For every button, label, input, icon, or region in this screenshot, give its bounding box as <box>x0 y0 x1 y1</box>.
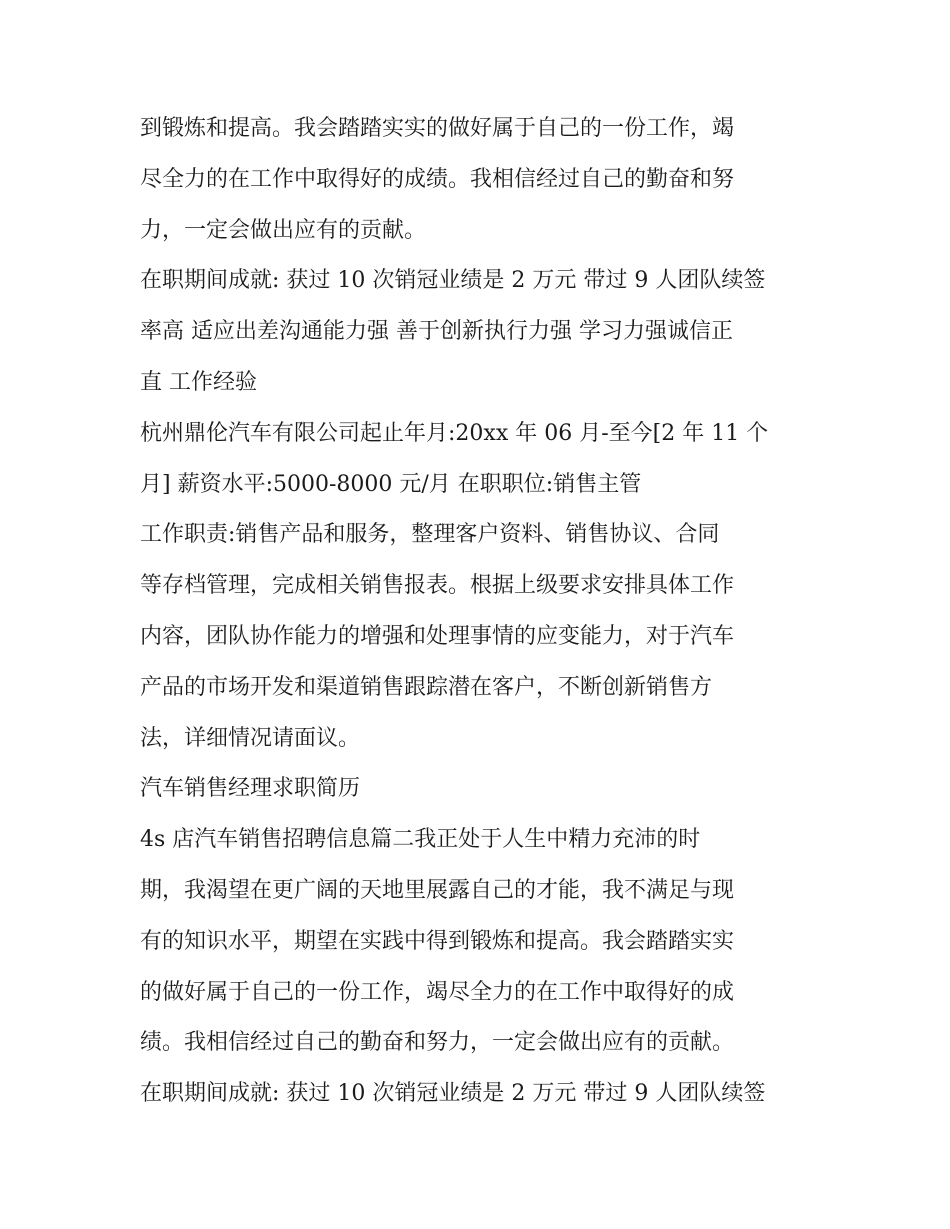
text-line: 法，详细情况请面议。 <box>140 725 361 751</box>
document-body <box>140 104 812 1120</box>
text-line: 绩。我相信经过自己的勤奋和努力，一定会做出应有的贡献。 <box>140 1030 735 1056</box>
text-line: 内容，团队协作能力的增强和处理事情的应变能力，对于汽车 <box>140 623 735 649</box>
text-line: 4s 店汽车销售招聘信息篇二我正处于人生中精力充沛的时 <box>140 827 701 853</box>
text-line: 等存档管理，完成相关销售报表。根据上级要求安排具体工作 <box>140 573 735 599</box>
text-line: 工作职责:销售产品和服务，整理客户资料、销售协议、合同 <box>140 522 720 548</box>
text-line: 期，我渴望在更广阔的天地里展露自己的才能，我不满足与现 <box>140 877 735 903</box>
text-line: 产品的市场开发和渠道销售跟踪潜在客户，不断创新销售方 <box>140 674 713 700</box>
text-line: 的做好属于自己的一份工作，竭尽全力的在工作中取得好的成 <box>140 979 735 1005</box>
text-line: 杭州鼎伦汽车有限公司起止年月:20xx 年 06 月-至今[2 年 11 个 <box>140 420 769 446</box>
text-line: 力，一定会做出应有的贡献。 <box>140 217 427 243</box>
text-line: 直 工作经验 <box>140 369 257 395</box>
text-line: 到锻炼和提高。我会踏踏实实的做好属于自己的一份工作，竭 <box>140 116 735 141</box>
text-line: 率高 适应出差沟通能力强 善于创新执行力强 学习力强诚信正 <box>140 319 733 345</box>
section-heading: 汽车销售经理求职简历 <box>140 776 361 802</box>
text-line: 在职期间成就: 获过 10 次销冠业绩是 2 万元 带过 9 人团队续签 <box>140 268 766 294</box>
text-line: 在职期间成就: 获过 10 次销冠业绩是 2 万元 带过 9 人团队续签 <box>140 1081 766 1107</box>
text-line: 尽全力的在工作中取得好的成绩。我相信经过自己的勤奋和努 <box>140 166 735 192</box>
text-line: 月] 薪资水平:5000-8000 元/月 在职职位:销售主管 <box>140 471 642 497</box>
text-line: 有的知识水平，期望在实践中得到锻炼和提高。我会踏踏实实 <box>140 928 735 954</box>
